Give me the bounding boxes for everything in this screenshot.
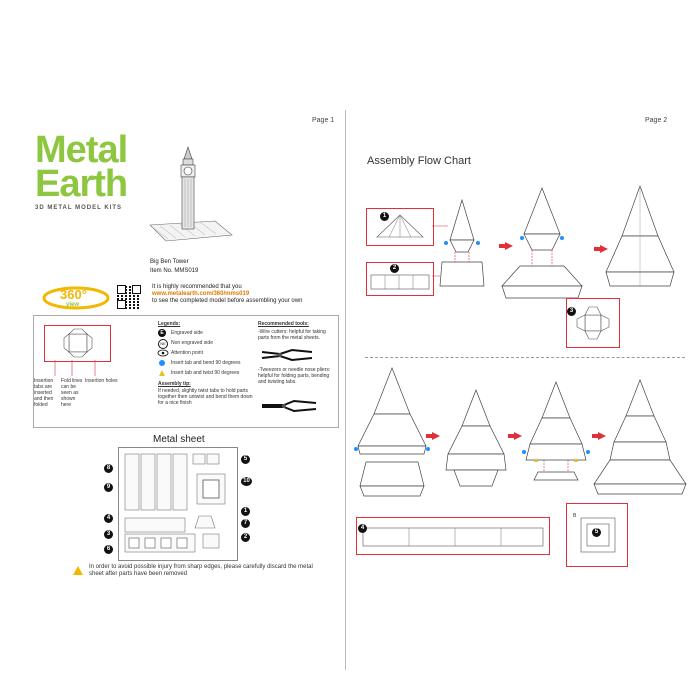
legend-label: Non engraved side — [171, 340, 213, 346]
sheet-part-number: 3 — [104, 530, 113, 539]
badge-360-text: 360° — [60, 287, 87, 302]
warning-text: In order to avoid possible injury from sharp edges, please carefully discard the metal sheet after parts have been removed — [89, 564, 313, 577]
page-number: Page 2 — [645, 117, 668, 124]
model-name: Big Ben Tower — [150, 259, 189, 265]
assembly-tip-text: If needed, slightly twist tabs to hold parts together then untwist and bend them down for a nice finish — [158, 388, 253, 406]
next-step-arrow-icon — [514, 432, 522, 440]
legend-label: Insert tab and bend 90 degrees — [171, 360, 241, 366]
sheet-part-number: 5 — [241, 455, 250, 464]
label-insertion-holes: Insertion holes — [85, 378, 118, 384]
sheet-part-number: 10 — [241, 477, 252, 486]
non-engraved-side-icon: NE — [158, 339, 168, 349]
page-number: Page 1 — [312, 117, 335, 124]
step-4-band-piece — [357, 518, 549, 554]
label-fold-lines: Fold lines can be seen as shown here — [61, 378, 83, 408]
sheet-part-number: 4 — [104, 514, 113, 523]
sheet-part-number: 6 — [104, 545, 113, 554]
next-step-arrow-icon — [598, 432, 606, 440]
recommend-line2: to see the completed model before assembling your own — [152, 298, 303, 304]
metal-sheet-title: Metal sheet — [153, 434, 205, 445]
next-step-arrow-icon — [432, 432, 440, 440]
step-number: 1 — [380, 212, 389, 221]
label-insertion-tabs: Insertion tabs are inserted and then folded — [34, 378, 54, 408]
recommend-line1: It is highly recommended that you — [152, 284, 242, 290]
step-4-box — [356, 517, 550, 555]
legend-label: Insert tab and twist 90 degrees — [171, 370, 240, 376]
letter-b-label: B — [573, 513, 577, 519]
tools-title: Recommended tools: — [258, 321, 309, 327]
legend-label: Engraved side — [171, 330, 203, 336]
assembly-tip-title: Assembly tip: — [158, 381, 191, 387]
step-number: 2 — [390, 264, 399, 273]
brand-line1: Metal — [35, 129, 128, 171]
brand-line2: Earth — [35, 163, 128, 205]
sheet-part-number: 1 — [241, 507, 250, 516]
flow-chart-title: Assembly Flow Chart — [367, 155, 471, 167]
sheet-part-number: 7 — [241, 519, 250, 528]
item-number: Item No. MMS019 — [150, 268, 199, 274]
brand-tagline: 3D METAL MODEL KITS — [35, 205, 123, 211]
recommend-url-link[interactable]: www.metalearth.com/360/mms019 — [152, 291, 250, 297]
tool-tweezers: -Tweezers or needle nose pliers: helpful for folding parts, bending and twisting tabs. — [258, 367, 331, 385]
sheet-part-number: 8 — [104, 464, 113, 473]
sheet-part-number: 2 — [241, 533, 250, 542]
engraved-side-icon: E — [158, 329, 166, 337]
legend-label: Attention point — [171, 350, 203, 356]
legends-title: Legends: — [158, 321, 181, 327]
step-number: 3 — [567, 307, 576, 316]
step-number: 5 — [592, 528, 601, 537]
sheet-part-number: 9 — [104, 483, 113, 492]
step-number: 4 — [358, 524, 367, 533]
badge-view-text: view — [66, 302, 80, 308]
tool-wire-cutters: -Wire cutters: helpful for taking parts from the metal sheets. — [258, 329, 326, 341]
